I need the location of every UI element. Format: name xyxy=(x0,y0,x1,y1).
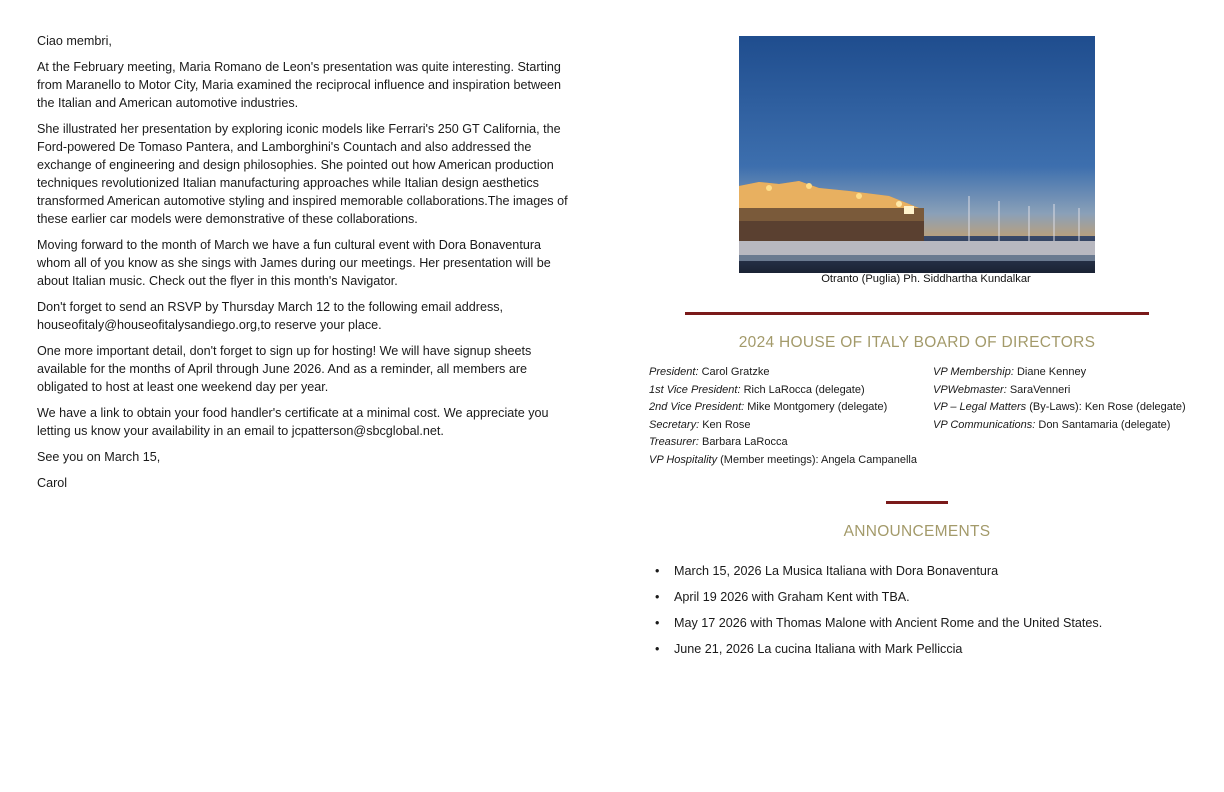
board-member xyxy=(933,382,1186,400)
board-member xyxy=(649,382,917,400)
board-role: VP Hospitality xyxy=(649,453,718,466)
announcement-item: • June 21, 2026 La cucina Italiana with Mark Pelliccia xyxy=(655,640,1102,666)
board-member xyxy=(933,417,1186,435)
board-name: Carol Gratzke xyxy=(698,366,770,378)
board-role: Secretary: xyxy=(649,418,700,431)
board-title: 2024 HOUSE OF ITALY BOARD OF DIRECTORS xyxy=(738,334,1096,351)
board-member xyxy=(649,417,917,435)
board-name: Rich LaRocca (delegate) xyxy=(740,383,865,396)
announcements-title: ANNOUNCEMENTS xyxy=(843,523,991,540)
board-column-2 xyxy=(933,364,1186,434)
letter-paragraph-6: We have a link to obtain your food handler's certificate at a minimal cost. We appreciate you letting us know your availability in an email to jcpatterson@sbcglobal.net. xyxy=(37,406,549,438)
board-member xyxy=(933,364,1186,382)
board-role: 2nd Vice President: xyxy=(649,401,745,413)
letter-paragraph-3: Moving forward to the month of March we have a fun cultural event with Dora Bonaventura whom all of you know as she sings with James during our meetings. Her presentation will be about Italian music. Check out the flyer in this month's Navigator. xyxy=(37,238,551,288)
otranto-photo-illustration xyxy=(739,36,1095,273)
board-role: VP – Legal Matters xyxy=(933,401,1027,413)
board-role: VP Membership: xyxy=(933,366,1014,378)
board-name: (Member meetings): Angela Campanella xyxy=(717,453,917,466)
letter-greeting: Ciao membri, xyxy=(37,34,112,48)
letter-paragraph-2: She illustrated her presentation by exploring iconic models like Ferrari's 250 GT California, the Ford-powered De Tomaso Pantera, and Lamborghini's Countach and also addressed the exchange of engineering and design philosophies. She pointed out how American production techniques revolutionized Italian manufacturing approaches while Italian design aesthetics transformed American automotive styling and inspired memorable collaborations.The images of these earlier car models were demonstrative of these collaborations. xyxy=(37,122,568,226)
board-name: Mike Montgomery (delegate) xyxy=(744,401,888,413)
letter-paragraph-4: Don't forget to send an RSVP by Thursday March 12 to the following email address, houseofitaly@houseofitalysandiego.org,to reserve your place. xyxy=(37,300,504,332)
board-name: Diane Kenney xyxy=(1013,366,1087,378)
board-divider xyxy=(685,312,1149,315)
board-name: SaraVenneri xyxy=(1006,383,1071,396)
board-member xyxy=(649,364,917,382)
board-member xyxy=(649,434,917,452)
board-role: VP Communications: xyxy=(933,418,1036,431)
board-member xyxy=(649,452,917,470)
board-name: Ken Rose xyxy=(699,418,751,431)
announcements-divider xyxy=(886,501,948,504)
board-member xyxy=(649,399,917,417)
board-name: Barbara LaRocca xyxy=(698,436,788,448)
board-role: 1st Vice President: xyxy=(649,383,741,396)
board-name: Don Santamaria (delegate) xyxy=(1035,418,1171,431)
announcement-item: • May 17 2026 with Thomas Malone with Ancient Rome and the United States. xyxy=(655,614,1102,640)
letter-closing: See you on March 15, xyxy=(37,450,161,464)
board-role: President: xyxy=(649,366,699,378)
board-column-1 xyxy=(649,364,917,469)
letter-body xyxy=(37,32,577,500)
board-name: (By-Laws): Ken Rose (delegate) xyxy=(1026,401,1186,413)
board-role: Treasurer: xyxy=(649,436,699,448)
board-role: VPWebmaster: xyxy=(933,383,1007,396)
announcement-item: • March 15, 2026 La Musica Italiana with Dora Bonaventura xyxy=(655,562,1102,588)
letter-paragraph-1: At the February meeting, Maria Romano de Leon's presentation was quite interesting. Starting from Maranello to Motor City, Maria examined the reciprocal influence and inspiration between the Italian and American automotive industries. xyxy=(37,60,562,110)
otranto-photo xyxy=(739,36,1095,273)
photo-caption: Otranto (Puglia) Ph. Siddhartha Kundalkar xyxy=(821,273,1031,285)
letter-paragraph-5: One more important detail, don't forget to sign up for hosting! We will have signup sheets available for the months of April through June 2026. And as a reminder, all members are obligated to host at least one weekend day per year. xyxy=(37,344,532,394)
announcement-item: • April 19 2026 with Graham Kent with TBA. xyxy=(655,588,1102,614)
board-member xyxy=(933,399,1186,417)
announcements-list xyxy=(655,562,1102,666)
letter-signature: Carol xyxy=(37,476,68,490)
